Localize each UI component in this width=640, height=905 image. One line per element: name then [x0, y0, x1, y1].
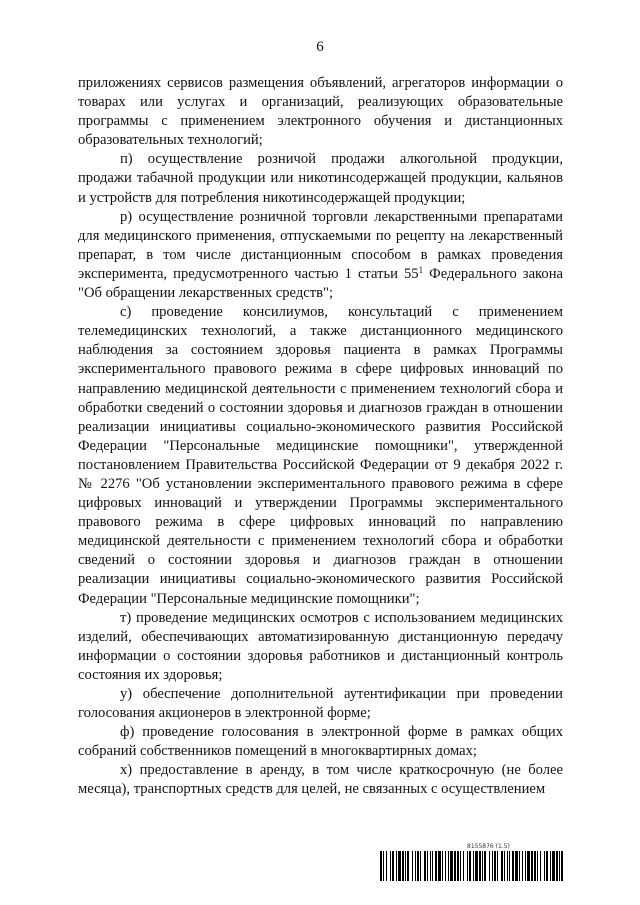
paragraph-item-kh: х) предоставление в аренду, в том числе краткосрочную (не более месяца), транспортных средств для целей, не связанных с осуществлением	[78, 762, 563, 798]
page-number: 6	[316, 39, 324, 55]
paragraph-item-t: т) проведение медицинских осмотров с использованием медицинских изделий, обеспечивающих автоматизированную дистанционную передачу информации о состоянии здоровья работников и дистанционный контроль состояния их здоровья;	[78, 609, 563, 683]
paragraph-item-r	[78, 208, 563, 303]
barcode-icon	[380, 851, 565, 881]
paragraph-text-after: Федерального закона "Об обращении лекарственных средств";	[78, 265, 563, 302]
paragraph-item-s: с) проведение консилиумов, консультаций с применением телемедицинских технологий, а также дистанционного медицинского наблюдения за состоянием здоровья пациента в рамках Программы экспериментального правового режима в сфере цифровых инноваций по направлению медицинской деятельности с применением технологий сбора и обработки сведений о состоянии здоровья и диагнозов граждан в отношении реализации инициативы социально-экономического развития Российской Федерации "Персональные медицинские помощники", утвержденной постановлением Правительства Российской Федерации от 9 декабря 2022 г. № 2276 "Об установлении экспериментального правового режима в сфере цифровых инноваций и утверждении Программы экспериментального правового режима в сфере цифровых инноваций по направлению медицинской деятельности с применением технологий сбора и обработки сведений о состоянии здоровья и диагнозов граждан в отношении реализации инициативы социально-экономического развития Российской Федерации "Персональные медицинские помощники";	[78, 304, 563, 607]
barcode-id: 8155876 (1.5)	[467, 843, 510, 850]
paragraph-text: р) осуществление розничной торговли лекарственными препаратами для медицинского применения, отпускаемыми по рецепту на лекарственный препарат, в том числе дистанционным способом в рамках проведения эксперимента, предусмотренного частью 1 статьи 55	[78, 208, 563, 282]
paragraph-item-u: у) обеспечение дополнительной аутентификации при проведении голосования акционеров в электронной форме;	[78, 686, 563, 722]
body-text	[78, 74, 563, 800]
paragraph-item-f: ф) проведение голосования в электронной форме в рамках общих собраний собственников помещений в многоквартирных домах;	[78, 724, 563, 760]
document-barcode	[380, 842, 565, 881]
paragraph-item-p: п) осуществление розничой продажи алкогольной продукции, продажи табачной продукции или никотинсодержащей продукции, кальянов и устройств для потребления никотинсодержащей продукции;	[78, 151, 563, 206]
superscript-article-number: 1	[418, 264, 424, 275]
paragraph-continuation: приложениях сервисов размещения объявлений, агрегаторов информации о товарах или услугах и организаций, реализующих образовательные программы с применением электронного обучения и дистанционных образовательных технологий;	[78, 75, 563, 149]
